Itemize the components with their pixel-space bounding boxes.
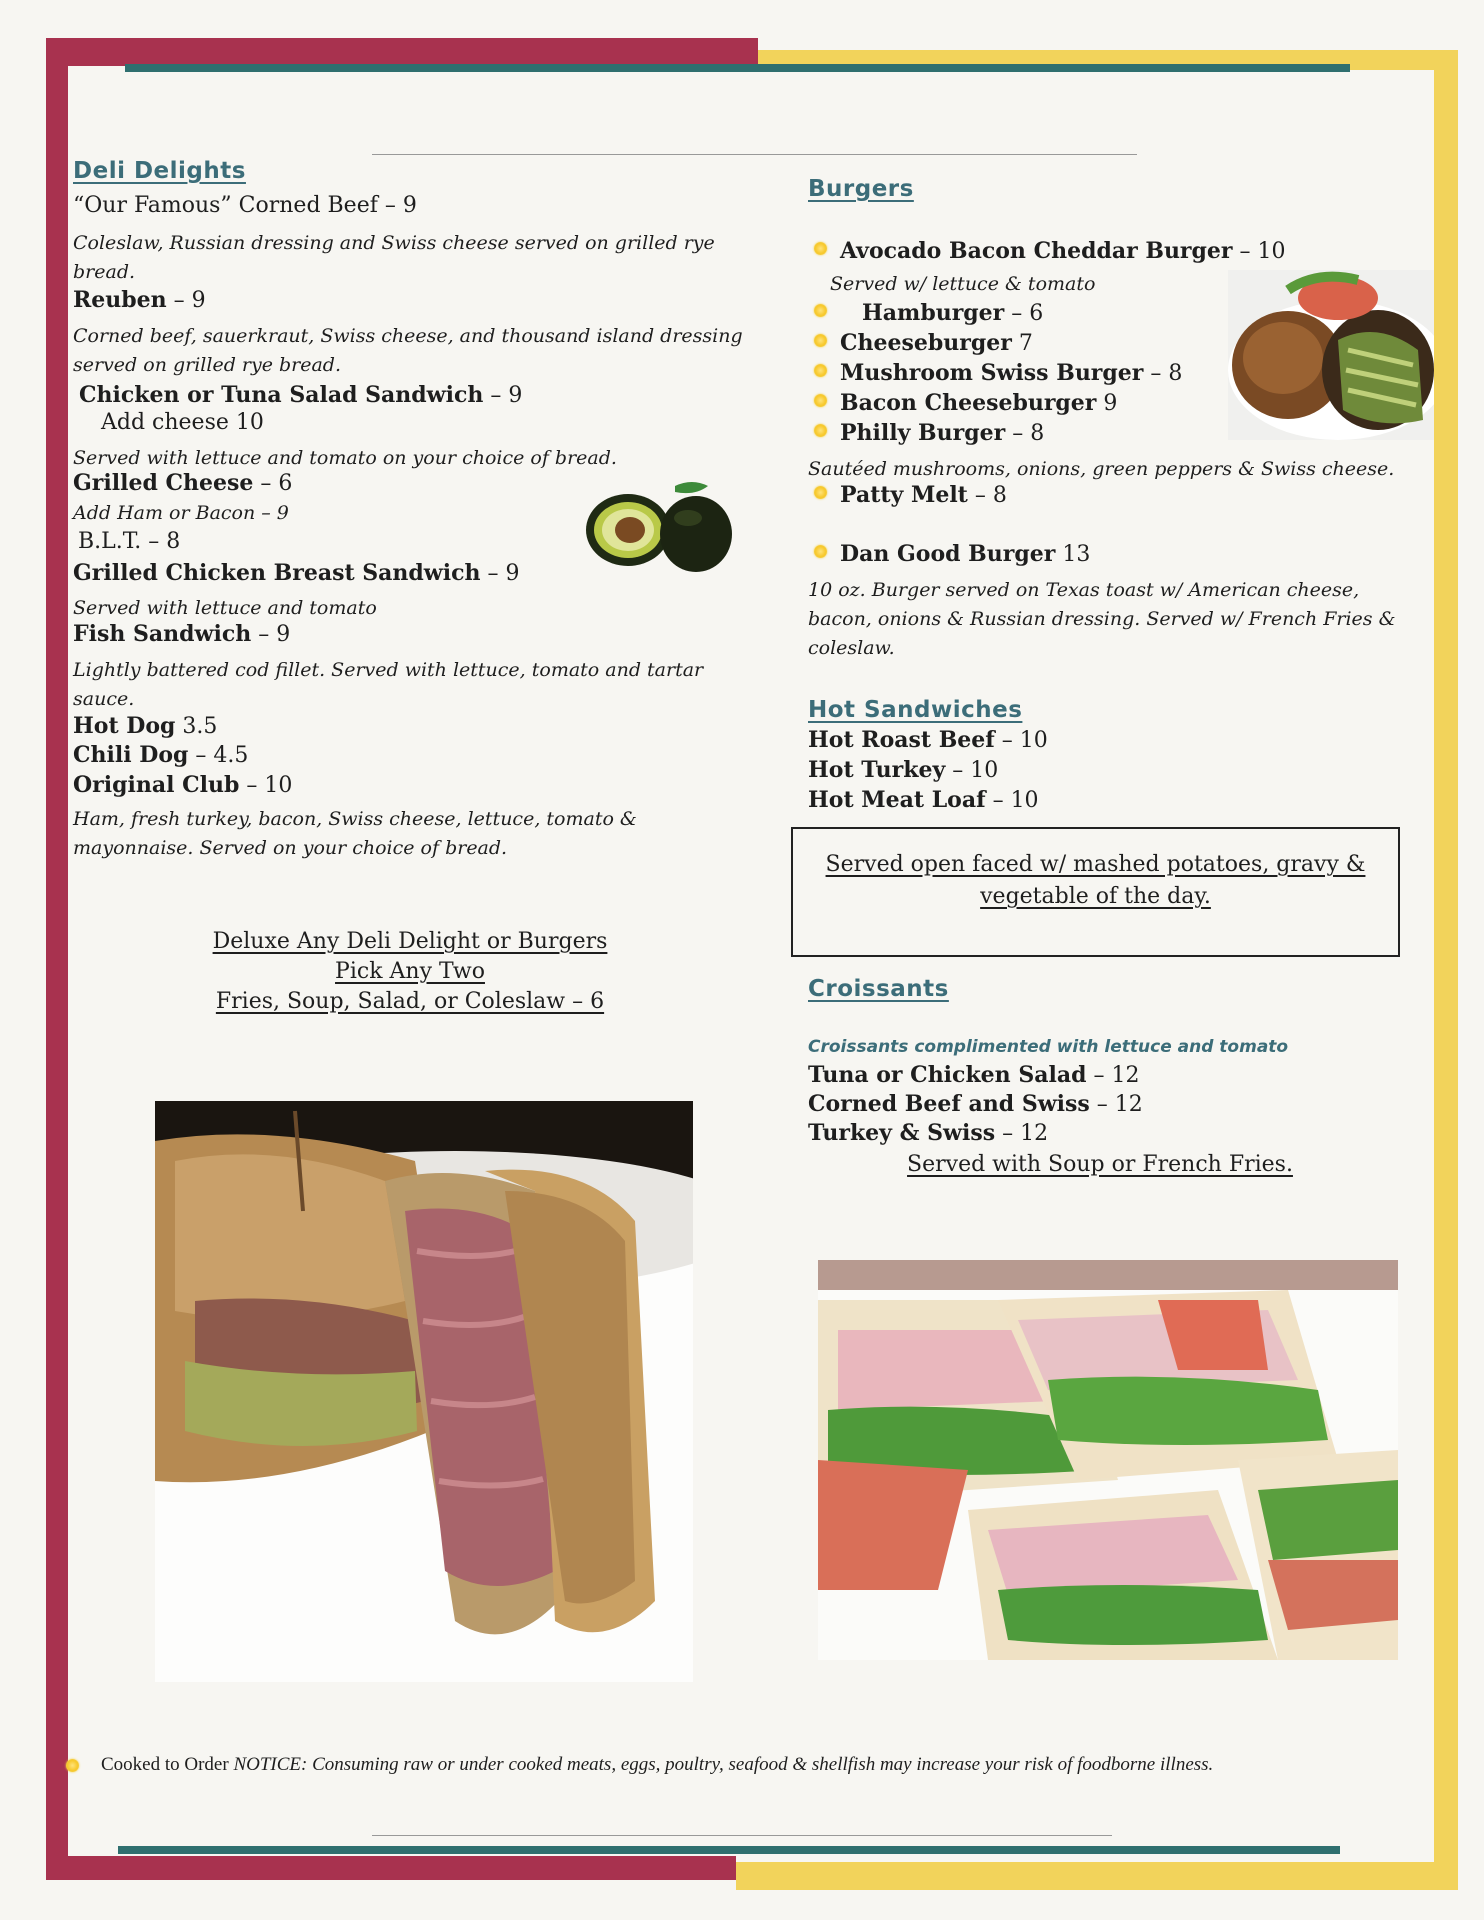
hot-note-box: [791, 827, 1400, 957]
croissant-item-turkey: [808, 1120, 1048, 1146]
item-name: Bacon Cheeseburger: [840, 390, 1097, 416]
item-price: – 12: [995, 1121, 1049, 1146]
item-name: B.L.T.: [78, 529, 142, 554]
item-name: Hot Roast Beef: [808, 727, 995, 753]
item-name: Hot Turkey: [808, 757, 946, 783]
bullet-icon: [814, 364, 827, 377]
item-price: – 8: [141, 529, 181, 554]
notice-line: [101, 1754, 1213, 1776]
item-price: – 8: [1143, 361, 1183, 386]
burger-desc-avocado: Served w/ lettuce & tomato: [830, 273, 1096, 295]
item-price: – 10: [994, 728, 1048, 753]
burger-desc-dan-good: 10 oz. Burger served on Texas toast w/ American cheese, bacon, onions & Russian dressing. Served w/ French Fries & coleslaw.: [808, 579, 1396, 659]
item-price: – 12: [1086, 1063, 1140, 1088]
item-price: 7: [1011, 331, 1033, 356]
deli-desc-reuben: Corned beef, sauerkraut, Swiss cheese, and thousand island dressing served on grilled rye bread.: [73, 325, 743, 376]
notice-bullet-icon: [66, 1759, 79, 1772]
deluxe-line-1: Deluxe Any Deli Delight or Burgers: [212, 929, 608, 954]
deli-item-corned-beef: [73, 193, 417, 218]
frame-bottom-gold: [736, 1862, 1458, 1890]
item-name: Mushroom Swiss Burger: [840, 360, 1144, 386]
item-price: – 12: [1089, 1092, 1143, 1117]
notice-text: NOTICE: Consuming raw or under cooked meats, eggs, poultry, seafood & shellfish may increase your risk of foodborne illness.: [233, 1754, 1214, 1775]
burger-item-avocado: [840, 238, 1285, 264]
croissant-item-corned-beef: [808, 1091, 1143, 1117]
item-name: Dan Good Burger: [840, 541, 1056, 567]
bullet-icon: [814, 486, 827, 499]
item-name: Hot Meat Loaf: [808, 787, 986, 813]
bottom-divider: [372, 1835, 1112, 1836]
item-price: – 4.5: [188, 743, 249, 768]
croissant-item-tuna-chicken: [808, 1062, 1139, 1088]
deli-item-original-club: [73, 772, 292, 798]
deli-desc-grilled-chicken: Served with lettuce and tomato: [73, 597, 377, 619]
top-divider: [372, 154, 1137, 155]
club-sandwich-photo: [818, 1260, 1398, 1660]
frame-bottom-maroon: [46, 1856, 736, 1880]
item-price: – 9: [480, 561, 520, 586]
burger-item-bacon-cheeseburger: [840, 390, 1117, 416]
deli-desc-corned-beef: Coleslaw, Russian dressing and Swiss cheese served on grilled rye bread.: [73, 232, 715, 283]
deli-item-grilled-cheese: [73, 470, 292, 496]
burger-item-philly: [840, 420, 1044, 446]
item-price: – 10: [239, 773, 293, 798]
deli-item-chili-dog: [73, 742, 248, 768]
burger-item-hamburger: [862, 300, 1043, 326]
bullet-icon: [814, 304, 827, 317]
burger-photo: [1228, 270, 1434, 440]
item-price: – 9: [166, 288, 206, 313]
frame-right-gold: [1434, 50, 1458, 1890]
hot-item-meat-loaf: [808, 787, 1039, 813]
frame-left-maroon: [46, 38, 68, 1878]
bullet-icon: [814, 394, 827, 407]
deli-desc-chicken-tuna: Served with lettuce and tomato on your choice of bread.: [73, 447, 617, 469]
item-price: – 10: [1232, 239, 1286, 264]
burger-item-cheeseburger: [840, 330, 1033, 356]
hot-item-turkey: [808, 757, 998, 783]
deli-desc-grilled-cheese: Add Ham or Bacon – 9: [73, 502, 289, 524]
deli-item-chicken-tuna: [79, 382, 522, 408]
item-price: 3.5: [175, 714, 218, 739]
deli-item-grilled-chicken: [73, 560, 519, 586]
item-price: – 10: [945, 758, 999, 783]
hot-note-text: Served open faced w/ mashed potatoes, gravy & vegetable of the day.: [825, 852, 1366, 909]
burger-item-patty-melt: [840, 482, 1007, 508]
hot-item-roast-beef: [808, 727, 1048, 753]
item-price: – 9: [483, 383, 523, 408]
deli-item-hot-dog: [73, 713, 217, 739]
deluxe-line-3: Fries, Soup, Salad, or Coleslaw – 6: [215, 989, 605, 1014]
deli-desc-fish: Lightly battered cod fillet. Served with lettuce, tomato and tartar sauce.: [73, 659, 704, 710]
bullet-icon: [814, 545, 827, 558]
burger-item-mushroom-swiss: [840, 360, 1182, 386]
frame-top-teal: [125, 64, 1350, 72]
item-price: 13: [1055, 542, 1091, 567]
item-price: – 10: [985, 788, 1039, 813]
item-price: – 8: [967, 483, 1007, 508]
burger-desc-philly: Sautéed mushrooms, onions, green peppers & Swiss cheese.: [808, 458, 1395, 480]
hot-title: Hot Sandwiches: [808, 697, 1023, 723]
item-name: Fish Sandwich: [73, 621, 252, 647]
item-name: Avocado Bacon Cheddar Burger: [840, 238, 1233, 264]
item-name: Turkey & Swiss: [808, 1120, 996, 1146]
deli-item-fish: [73, 621, 290, 647]
burgers-title: Burgers: [808, 176, 914, 202]
item-price: 9: [1096, 391, 1118, 416]
bullet-icon: [814, 334, 827, 347]
item-name: Chicken or Tuna Salad Sandwich: [79, 382, 484, 408]
notice-label: Cooked to Order: [101, 1754, 229, 1775]
item-name: Grilled Chicken Breast Sandwich: [73, 560, 481, 586]
deli-desc-original-club: Ham, fresh turkey, bacon, Swiss cheese, lettuce, tomato & mayonnaise. Served on your choice of bread.: [73, 808, 637, 859]
item-name: Original Club: [73, 772, 240, 798]
frame-top-left-maroon: [46, 38, 758, 66]
item-name: Philly Burger: [840, 420, 1006, 446]
deli-item-reuben: [73, 287, 206, 313]
item-name: Grilled Cheese: [73, 470, 254, 496]
bullet-icon: [814, 242, 827, 255]
item-price: – 8: [1005, 421, 1045, 446]
reuben-sandwich-photo: [155, 1101, 693, 1682]
croissants-subtitle: Croissants complimented with lettuce and tomato: [808, 1037, 1289, 1057]
burger-item-dan-good: [840, 541, 1090, 567]
avocado-image: [580, 478, 740, 583]
deli-item-blt: [78, 529, 180, 554]
deli-title: Deli Delights: [73, 158, 246, 184]
bullet-icon: [814, 424, 827, 437]
croissants-title: Croissants: [808, 976, 949, 1002]
item-name: “Our Famous” Corned Beef: [73, 193, 378, 218]
item-name: Hamburger: [862, 300, 1005, 326]
item-name: Cheeseburger: [840, 330, 1012, 356]
item-name: Hot Dog: [73, 713, 176, 739]
item-name: Chili Dog: [73, 742, 189, 768]
item-price: – 6: [1004, 301, 1044, 326]
item-name: Patty Melt: [840, 482, 968, 508]
item-price: – 9: [377, 193, 417, 218]
deli-sub-add-cheese: Add cheese 10: [101, 410, 264, 435]
item-price: – 6: [253, 471, 293, 496]
item-name: Tuna or Chicken Salad: [808, 1062, 1087, 1088]
frame-bottom-teal: [118, 1846, 1340, 1854]
deluxe-line-2: Pick Any Two: [335, 959, 485, 984]
croissants-footer: Served with Soup or French Fries.: [907, 1152, 1293, 1177]
item-name: Corned Beef and Swiss: [808, 1091, 1090, 1117]
item-price: – 9: [251, 622, 291, 647]
item-name: Reuben: [73, 287, 167, 313]
